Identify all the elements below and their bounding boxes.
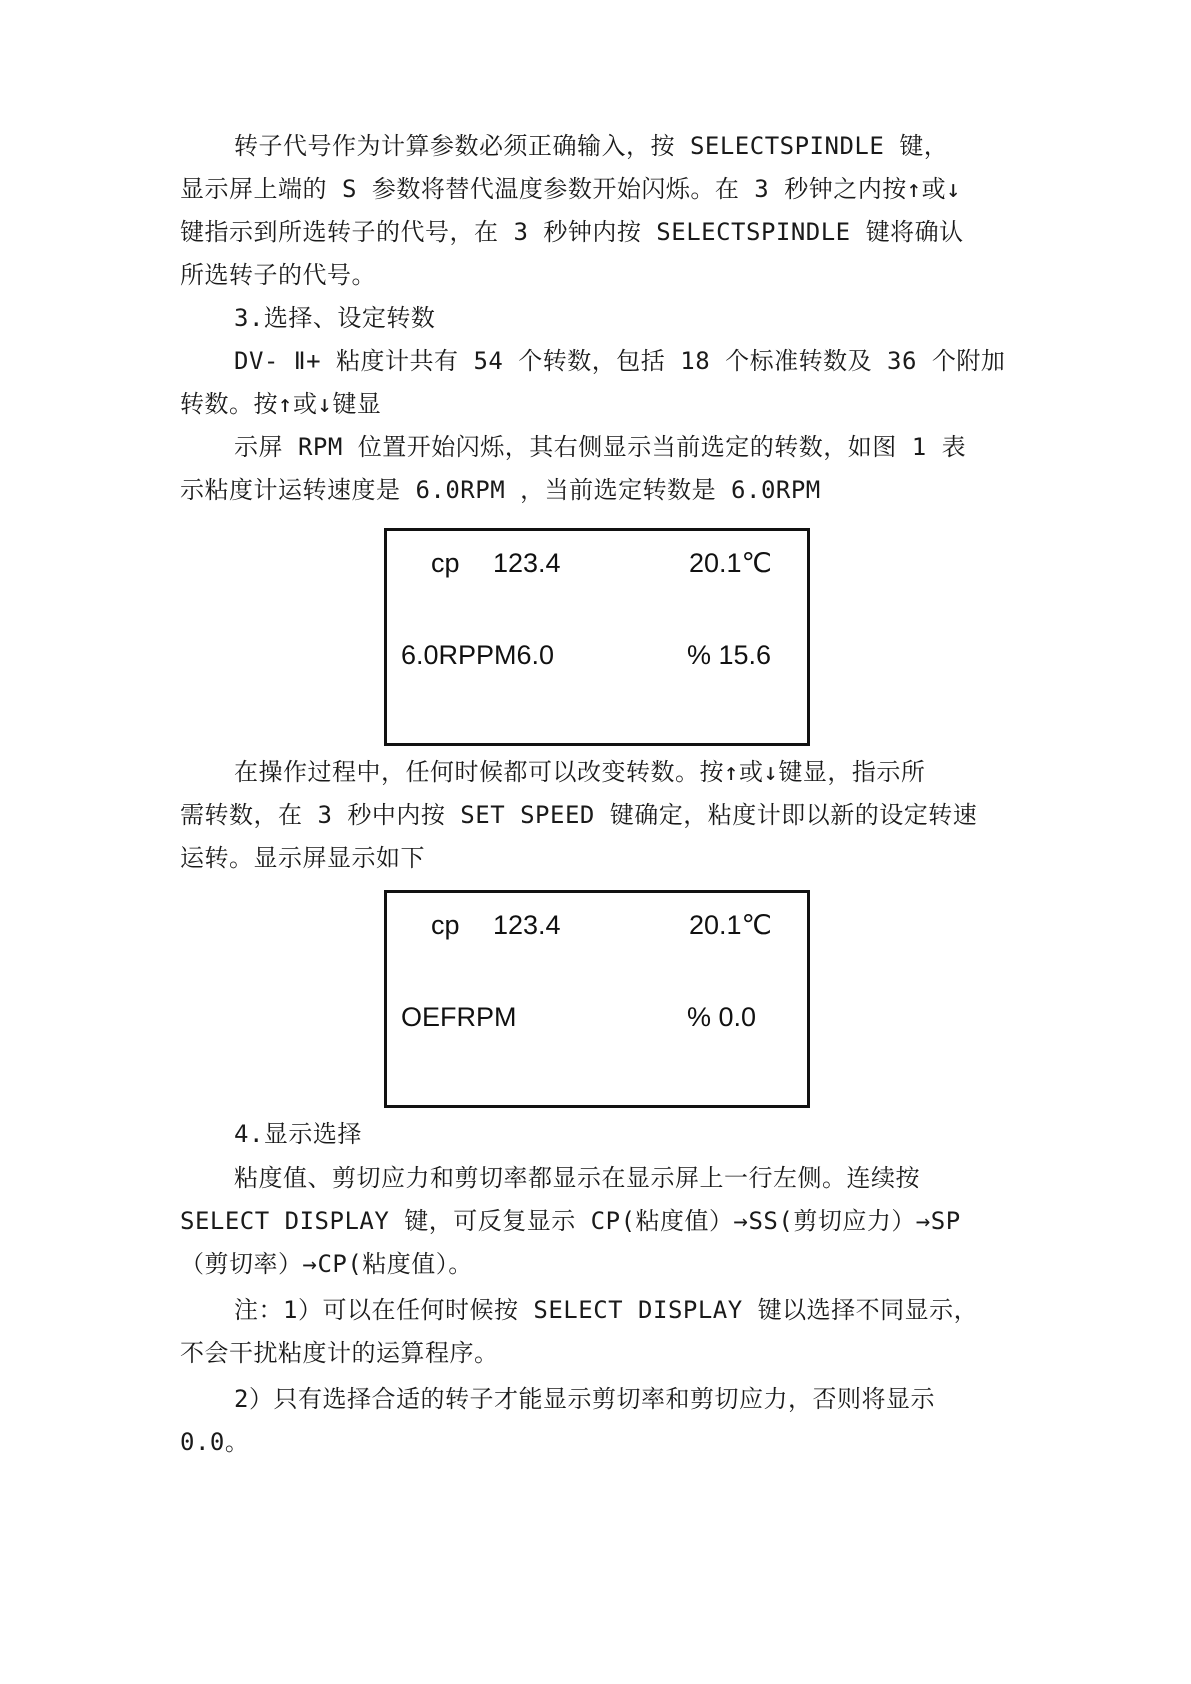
paragraph-line: 所选转子的代号。 [180,261,376,289]
display-viscosity-value: 123.4 [493,910,561,940]
paragraph-line: 显示屏上端的 S 参数将替代温度参数开始闪烁。在 3 秒钟之内按↑或↓ [180,175,962,203]
paragraph-line: 示屏 RPM 位置开始闪烁，其右侧显示当前选定的转数，如图 1 表 [234,433,967,461]
paragraph-line: 在操作过程中，任何时候都可以改变转数。按↑或↓键显，指示所 [234,758,926,786]
paragraph-line: SELECT DISPLAY 键，可反复显示 CP(粘度值）→SS(剪切应力）→SP [180,1207,961,1235]
lcd-display-figure-1 [384,528,810,746]
display-temperature: 20.1℃ [689,910,772,940]
display-torque: % 15.6 [687,640,772,670]
paragraph-line: 需转数，在 3 秒中内按 SET SPEED 键确定，粘度计即以新的设定转速 [180,801,978,829]
paragraph-line: DV- Ⅱ+ 粘度计共有 54 个转数，包括 18 个标准转数及 36 个附加 [234,347,1006,375]
note-line: 注：1）可以在任何时候按 SELECT DISPLAY 键以选择不同显示， [234,1296,979,1324]
display-speed: OEFRPM [401,1002,517,1032]
display-speed: 6.0RPPM6.0 [401,640,555,670]
paragraph-line: 转数。按↑或↓键显 [180,390,382,418]
display-temperature: 20.1℃ [689,548,772,578]
paragraph-line: （剪切率）→CP(粘度值）。 [180,1250,473,1278]
paragraph-line: 粘度值、剪切应力和剪切率都显示在显示屏上一行左侧。连续按 [234,1164,920,1192]
section-heading: 3.选择、设定转数 [234,304,436,332]
display-unit: cp [431,910,460,940]
paragraph-line: 键指示到所选转子的代号，在 3 秒钟内按 SELECTSPINDLE 键将确认 [180,218,964,246]
display-torque: % 0.0 [687,1002,757,1032]
paragraph-line: 转子代号作为计算参数必须正确输入，按 SELECTSPINDLE 键， [234,132,949,160]
display-unit: cp [431,548,460,578]
section-heading: 4.显示选择 [234,1120,362,1148]
paragraph-line: 运转。显示屏显示如下 [180,844,425,872]
note-line: 0.0。 [180,1428,250,1456]
paragraph-line: 示粘度计运转速度是 6.0RPM ，当前选定转数是 6.0RPM [180,476,821,504]
lcd-display-figure-2 [384,890,810,1108]
note-line: 不会干扰粘度计的运算程序。 [180,1339,499,1367]
display-viscosity-value: 123.4 [493,548,561,578]
note-line: 2）只有选择合适的转子才能显示剪切率和剪切应力，否则将显示 [234,1385,935,1413]
